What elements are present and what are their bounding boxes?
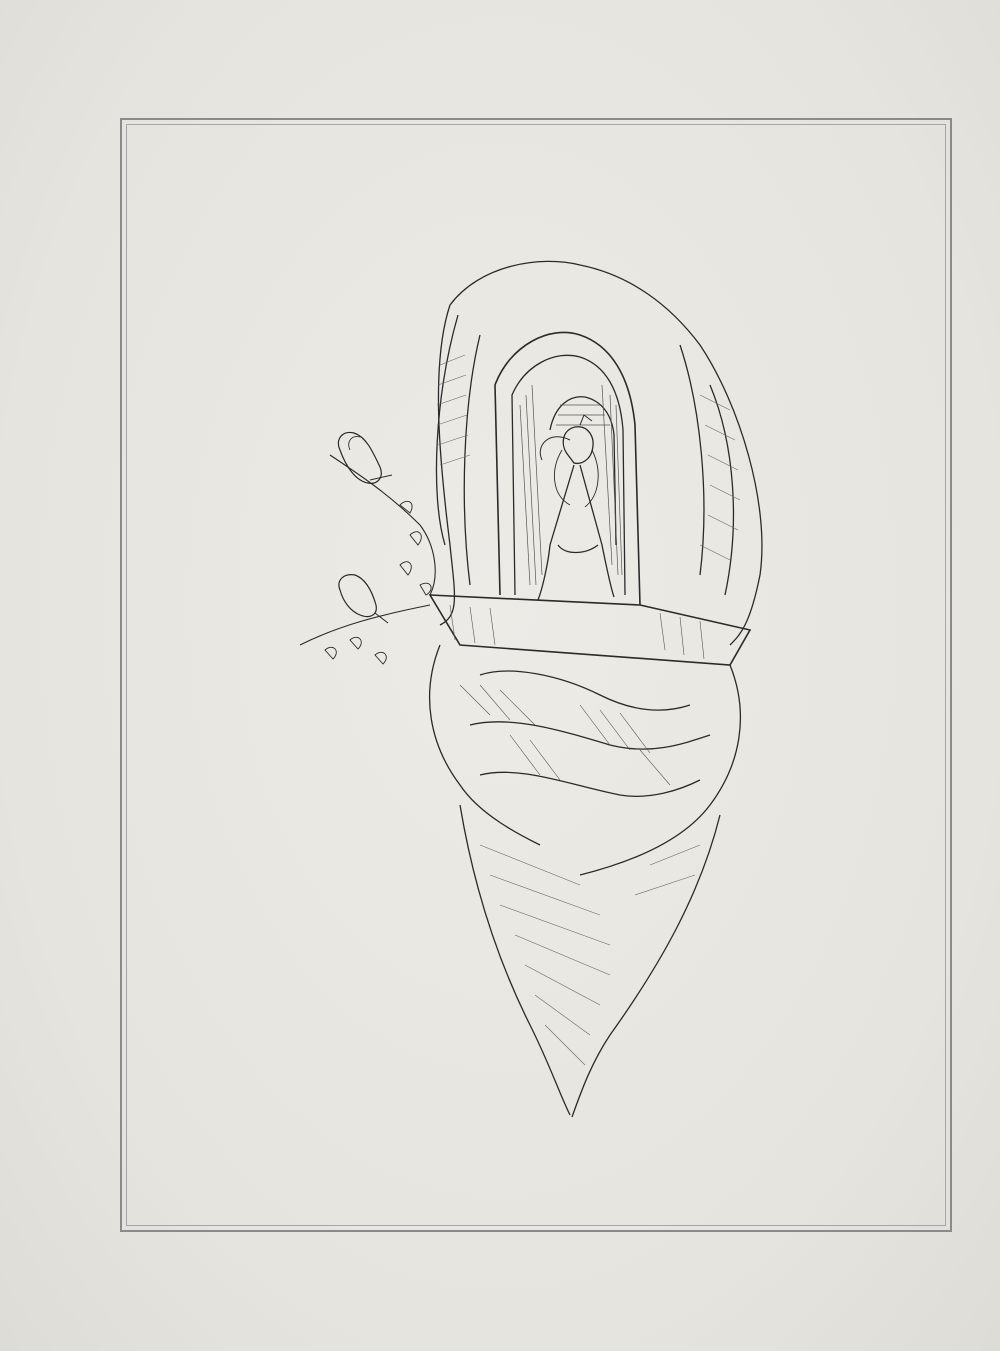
text-line (190, 168, 890, 204)
bottom-paragraph (190, 1105, 890, 1177)
text-line (190, 1105, 890, 1141)
top-paragraph (190, 168, 890, 240)
text-line (190, 204, 890, 240)
elf-at-rock-window-illustration (280, 245, 800, 1125)
text-line (190, 1141, 890, 1177)
